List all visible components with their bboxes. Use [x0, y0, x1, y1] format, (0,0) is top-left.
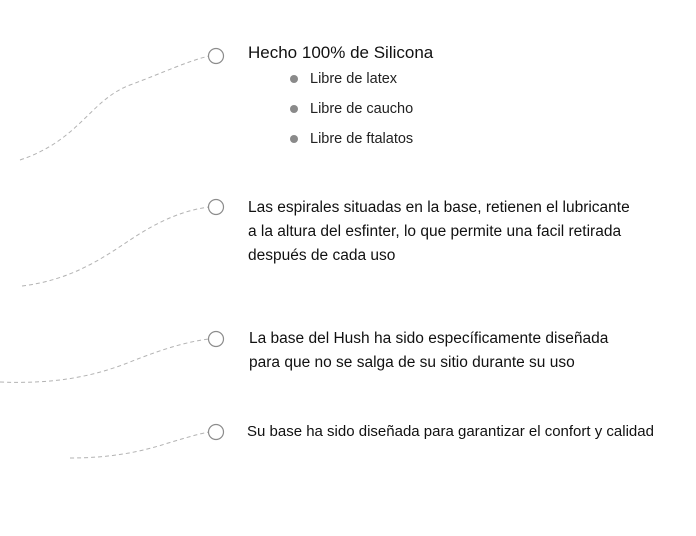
- connector-line-1: [20, 56, 209, 160]
- connector-line-2: [22, 207, 209, 286]
- ring-marker-icon: [209, 200, 224, 215]
- feature-text-line: para que no se salga de su sitio durante su uso: [249, 354, 575, 371]
- ring-marker-icon: [209, 332, 224, 347]
- list-item: Libre de latex: [310, 71, 398, 87]
- feature-text-line: Las espirales situadas en la base, retienen el lubricante: [248, 199, 630, 216]
- feature-espirales: [248, 196, 630, 268]
- feature-text-line: La base del Hush ha sido específicamente diseñada: [249, 330, 609, 347]
- feature-text-line: a la altura del esfinter, lo que permite una facil retirada: [248, 223, 622, 240]
- feature-title: Hecho 100% de Silicona: [248, 43, 434, 62]
- connector-line-4: [70, 432, 209, 458]
- feature-base-hush: [249, 327, 608, 375]
- list-item: Libre de ftalatos: [310, 131, 414, 147]
- feature-text-line: Su base ha sido diseñada para garantizar el confort y calidad: [247, 423, 654, 440]
- list-item: Libre de caucho: [310, 101, 414, 117]
- feature-silicona: [248, 43, 433, 63]
- ring-marker-icon: [209, 425, 224, 440]
- feature-text-line: después de cada uso: [248, 247, 396, 264]
- feature-confort: [247, 422, 654, 442]
- ring-marker-icon: [209, 49, 224, 64]
- connector-line-3: [0, 339, 209, 382]
